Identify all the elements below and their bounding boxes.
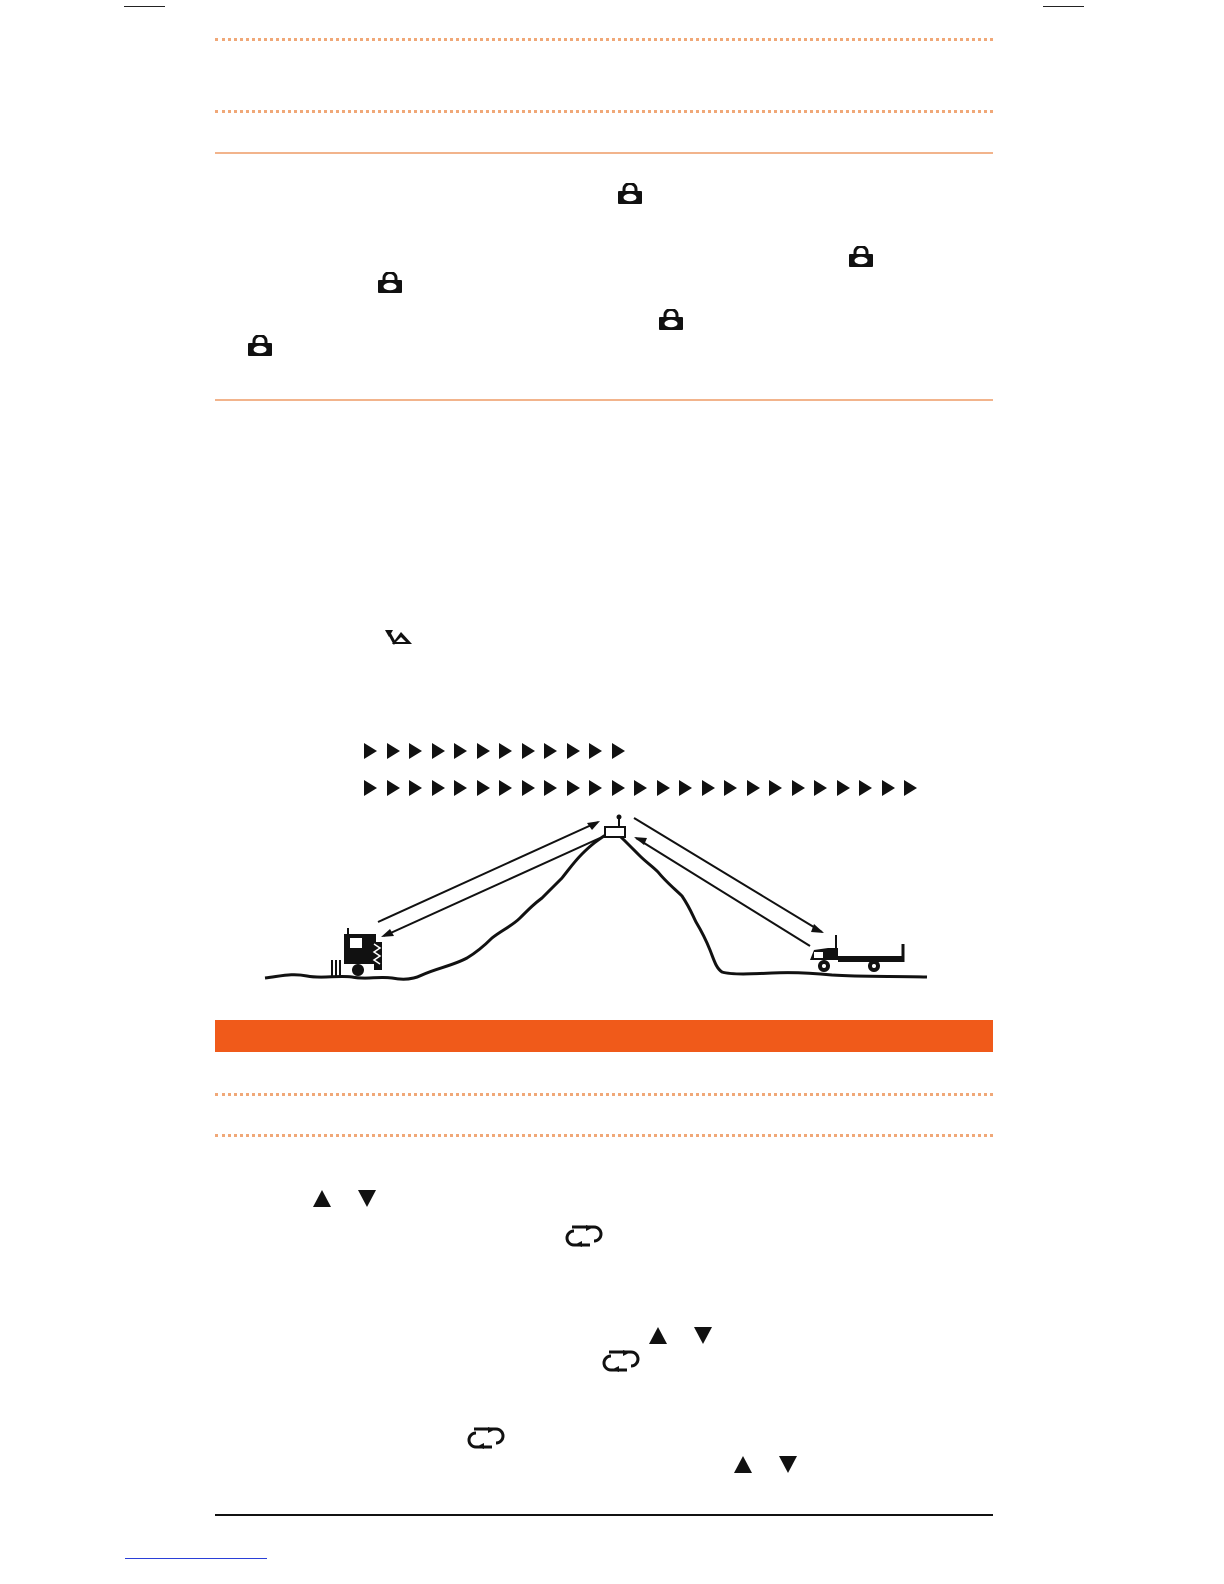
lock-icon: [617, 183, 643, 205]
down-arrow-icon: [358, 1190, 376, 1207]
scan-arrow-icon: [567, 780, 580, 796]
scan-arrow-icon: [432, 743, 445, 759]
crop-mark-right: [1043, 6, 1084, 7]
swap-icon: [564, 1225, 604, 1247]
scan-arrow-icon: [567, 743, 580, 759]
scan-arrow-icon: [522, 743, 535, 759]
scan-arrow-icon: [769, 780, 782, 796]
dotted-rule-lower-1: [215, 1093, 993, 1096]
scan-arrow-icon: [612, 780, 625, 796]
scan-arrow-icon: [859, 780, 872, 796]
down-arrow-icon: [694, 1327, 712, 1344]
lock-icon: [848, 246, 874, 268]
scan-arrow-icon: [387, 743, 400, 759]
arrow-row-long: [364, 780, 927, 796]
scan-arrow-icon: [387, 780, 400, 796]
dotted-rule-top-1: [215, 38, 993, 41]
dotted-rule-lower-2: [215, 1134, 993, 1137]
scan-arrow-icon: [522, 780, 535, 796]
repeater-diagram: [262, 810, 932, 990]
footer-link-underline[interactable]: [125, 1558, 267, 1559]
scan-arrow-icon: [747, 780, 760, 796]
arrow-row-short: [364, 743, 634, 759]
scan-arrow-icon: [454, 743, 467, 759]
scan-arrow-icon: [904, 780, 917, 796]
scan-arrow-icon: [882, 780, 895, 796]
swap-icon: [466, 1427, 506, 1449]
dump-truck-icon: [810, 935, 904, 972]
section-rule-top: [215, 152, 993, 154]
lock-icon: [658, 309, 684, 331]
scan-arrow-icon: [589, 743, 602, 759]
up-arrow-icon: [313, 1190, 331, 1207]
scan-arrow-icon: [792, 780, 805, 796]
up-arrow-icon: [734, 1456, 752, 1473]
scan-arrow-icon: [657, 780, 670, 796]
scan-arrow-icon: [499, 780, 512, 796]
scan-arrow-icon: [634, 780, 647, 796]
dotted-rule-top-2: [215, 110, 993, 113]
swap-icon: [601, 1350, 641, 1372]
lock-icon: [377, 272, 403, 294]
lock-icon: [247, 335, 273, 357]
scan-arrow-icon: [724, 780, 737, 796]
repeater-station: [605, 827, 625, 837]
crop-mark-left: [124, 6, 165, 7]
scan-arrow-icon: [544, 743, 557, 759]
section-rule-middle: [215, 399, 993, 401]
plow-truck-icon: [332, 928, 382, 976]
scan-arrow-icon: [477, 780, 490, 796]
scan-arrow-icon: [499, 743, 512, 759]
down-arrow-icon: [779, 1456, 797, 1473]
footer-rule: [215, 1514, 993, 1516]
scan-arrow-icon: [432, 780, 445, 796]
scan-arrow-icon: [477, 743, 490, 759]
repeater-icon: [383, 628, 413, 646]
scan-arrow-icon: [702, 780, 715, 796]
scan-arrow-icon: [837, 780, 850, 796]
scan-arrow-icon: [814, 780, 827, 796]
up-arrow-icon: [649, 1327, 667, 1344]
scan-arrow-icon: [409, 780, 422, 796]
scan-arrow-icon: [544, 780, 557, 796]
scan-arrow-icon: [364, 743, 377, 759]
scan-arrow-icon: [679, 780, 692, 796]
scan-arrow-icon: [364, 780, 377, 796]
scan-arrow-icon: [409, 743, 422, 759]
section-header-bar: [215, 1020, 993, 1052]
scan-arrow-icon: [454, 780, 467, 796]
scan-arrow-icon: [612, 743, 625, 759]
scan-arrow-icon: [589, 780, 602, 796]
